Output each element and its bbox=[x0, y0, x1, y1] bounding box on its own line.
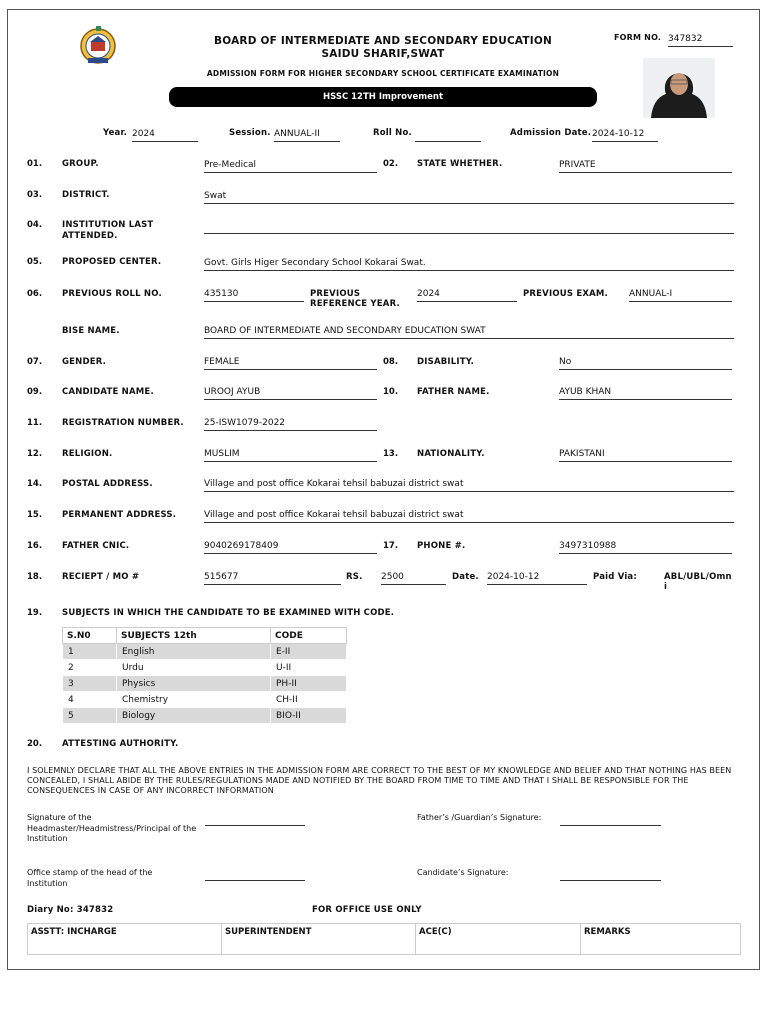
receipt-value: 515677 bbox=[204, 572, 341, 585]
candidate-signature-label: Candidate’s Signature: bbox=[417, 868, 509, 877]
postal-address-label: POSTAL ADDRESS. bbox=[62, 479, 153, 489]
code-cell: BIO-II bbox=[271, 708, 347, 724]
previous-exam-label: PREVIOUS EXAM. bbox=[523, 289, 608, 299]
phone-label: PHONE #. bbox=[417, 541, 466, 551]
form-no-label: FORM NO. bbox=[614, 33, 662, 42]
subject-cell: Physics bbox=[117, 676, 271, 692]
proposed-center-label: PROPOSED CENTER. bbox=[62, 257, 162, 267]
candidate-signature-line bbox=[560, 880, 661, 881]
candidate-name-value: UROOJ AYUB bbox=[204, 387, 377, 400]
field-number: 17. bbox=[383, 541, 399, 551]
district-value: Swat bbox=[204, 191, 734, 204]
group-value: Pre-Medical bbox=[204, 160, 377, 173]
field-number: 10. bbox=[383, 387, 399, 397]
permanent-address-value: Village and post office Kokarai tehsil babuzai district swat bbox=[204, 510, 734, 523]
religion-label: RELIGION. bbox=[62, 449, 113, 459]
rs-label: RS. bbox=[346, 572, 363, 582]
office-column-assistant: ASSTT: INCHARGE bbox=[28, 924, 222, 955]
paid-via-value: ABL/UBL/Omni bbox=[664, 572, 732, 592]
form-subtitle: ADMISSION FORM FOR HIGHER SECONDARY SCHOOL CERTIFICATE EXAMINATION bbox=[206, 69, 560, 78]
registration-number-label: REGISTRATION NUMBER. bbox=[62, 418, 184, 428]
year-label: Year. bbox=[103, 128, 128, 138]
serial-cell: 5 bbox=[63, 708, 117, 724]
field-number: 03. bbox=[27, 190, 43, 200]
board-emblem-icon bbox=[74, 24, 122, 66]
date-value: 2024-10-12 bbox=[487, 572, 587, 585]
column-header: S.N0 bbox=[63, 628, 117, 644]
state-whether-value: PRIVATE bbox=[559, 160, 732, 173]
board-name: BOARD OF INTERMEDIATE AND SECONDARY EDUCATION SAIDU SHARIF,SWAT bbox=[214, 35, 552, 60]
office-column-superintendent: SUPERINTENDENT bbox=[222, 924, 416, 955]
candidate-name-label: CANDIDATE NAME. bbox=[62, 387, 154, 397]
code-cell: U-II bbox=[271, 660, 347, 676]
field-number: 09. bbox=[27, 387, 43, 397]
code-cell: CH-II bbox=[271, 692, 347, 708]
proposed-center-value: Govt. Girls Higer Secondary School Kokarai Swat. bbox=[204, 258, 734, 271]
registration-number-value: 25-ISW1079-2022 bbox=[204, 418, 377, 431]
field-number: 20. bbox=[27, 739, 43, 749]
previous-reference-year-label: PREVIOUS REFERENCE YEAR. bbox=[310, 289, 400, 309]
headmaster-signature-line bbox=[205, 825, 305, 826]
father-cnic-label: FATHER CNIC. bbox=[62, 541, 130, 551]
session-label: Session. bbox=[229, 128, 271, 138]
father-cnic-value: 9040269178409 bbox=[204, 541, 377, 554]
receipt-label: RECIEPT / MO # bbox=[62, 572, 140, 582]
previous-reference-year-value: 2024 bbox=[417, 289, 517, 302]
roll-value bbox=[415, 129, 481, 142]
permanent-address-label: PERMANENT ADDRESS. bbox=[62, 510, 177, 520]
father-name-label: FATHER NAME. bbox=[417, 387, 490, 397]
gender-label: GENDER. bbox=[62, 357, 107, 367]
field-number: 11. bbox=[27, 418, 43, 428]
serial-cell: 1 bbox=[63, 644, 117, 660]
subjects-heading: SUBJECTS IN WHICH THE CANDIDATE TO BE EXAMINED WITH CODE. bbox=[62, 608, 395, 618]
previous-roll-label: PREVIOUS ROLL NO. bbox=[62, 289, 162, 299]
field-number: 02. bbox=[383, 159, 399, 169]
candidate-photo bbox=[643, 58, 715, 118]
field-number: 05. bbox=[27, 257, 43, 267]
year-value: 2024 bbox=[132, 129, 198, 142]
rs-value: 2500 bbox=[381, 572, 446, 585]
date-label: Date. bbox=[452, 572, 479, 582]
subject-cell: Chemistry bbox=[117, 692, 271, 708]
field-number: 07. bbox=[27, 357, 43, 367]
headmaster-signature-label: Signature of the Headmaster/Headmistress/Principal of the Institution bbox=[27, 813, 197, 843]
office-use-row bbox=[28, 924, 741, 955]
field-number: 12. bbox=[27, 449, 43, 459]
father-signature-line bbox=[560, 825, 661, 826]
code-cell: E-II bbox=[271, 644, 347, 660]
district-label: DISTRICT. bbox=[62, 190, 110, 200]
declaration-text: I SOLEMNLY DECLARE THAT ALL THE ABOVE ENTRIES IN THE ADMISSION FORM ARE CORRECT TO THE BEST OF MY KNOWLEDGE AND BELIEF AND THAT NOTHING HAS BEEN CONCEALED, I SHALL ABIDE BY THE RULES/REGULATIONS MADE AND NOTIFIED BY THE BOARD FROM TIME TO TIME AND THAT I SHALL BE RESPONSIBLE FOR THE CONSEQUENCES IN CASE OF ANY INCORRECT INFORMATION bbox=[27, 766, 732, 795]
postal-address-value: Village and post office Kokarai tehsil babuzai district swat bbox=[204, 479, 734, 492]
table-row bbox=[63, 676, 347, 692]
admission-date-label: Admission Date. bbox=[510, 128, 592, 138]
subject-cell: English bbox=[117, 644, 271, 660]
state-whether-label: STATE WHETHER. bbox=[417, 159, 503, 169]
father-name-value: AYUB KHAN bbox=[559, 387, 732, 400]
phone-value: 3497310988 bbox=[559, 541, 732, 554]
field-number: 08. bbox=[383, 357, 399, 367]
serial-cell: 3 bbox=[63, 676, 117, 692]
field-number: 01. bbox=[27, 159, 43, 169]
table-row bbox=[63, 644, 347, 660]
session-value: ANNUAL-II bbox=[274, 129, 340, 142]
field-number: 13. bbox=[383, 449, 399, 459]
group-label: GROUP. bbox=[62, 159, 99, 169]
field-number: 06. bbox=[27, 289, 43, 299]
serial-cell: 2 bbox=[63, 660, 117, 676]
nationality-value: PAKISTANI bbox=[559, 449, 732, 462]
table-row bbox=[63, 660, 347, 676]
bise-name-value: BOARD OF INTERMEDIATE AND SECONDARY EDUCATION SWAT bbox=[204, 326, 734, 339]
paid-via-label: Paid Via: bbox=[593, 572, 637, 582]
diary-number: Diary No: 347832 bbox=[27, 905, 114, 915]
field-number: 04. bbox=[27, 220, 43, 230]
father-signature-label: Father’s /Guardian’s Signature: bbox=[417, 813, 542, 822]
office-stamp-line bbox=[205, 880, 305, 881]
institution-label: INSTITUTION LAST ATTENDED. bbox=[62, 220, 154, 241]
subject-cell: Biology bbox=[117, 708, 271, 724]
field-number: 18. bbox=[27, 572, 43, 582]
table-row bbox=[63, 692, 347, 708]
field-number: 15. bbox=[27, 510, 43, 520]
previous-exam-value: ANNUAL-I bbox=[629, 289, 732, 302]
roll-label: Roll No. bbox=[373, 128, 412, 138]
bise-name-label: BISE NAME. bbox=[62, 326, 120, 336]
table-row bbox=[63, 708, 347, 724]
institution-value bbox=[204, 221, 734, 234]
field-number: 19. bbox=[27, 608, 43, 618]
attesting-heading: ATTESTING AUTHORITY. bbox=[62, 739, 179, 749]
serial-cell: 4 bbox=[63, 692, 117, 708]
column-header: SUBJECTS 12th bbox=[117, 628, 271, 644]
subjects-table bbox=[62, 627, 347, 724]
nationality-label: NATIONALITY. bbox=[417, 449, 485, 459]
office-column-remarks: REMARKS bbox=[581, 924, 741, 955]
office-use-heading: FOR OFFICE USE ONLY bbox=[312, 905, 422, 915]
subject-cell: Urdu bbox=[117, 660, 271, 676]
gender-value: FEMALE bbox=[204, 357, 377, 370]
disability-value: No bbox=[559, 357, 732, 370]
exam-banner: HSSC 12TH Improvement bbox=[169, 87, 597, 107]
admission-date-value: 2024-10-12 bbox=[592, 129, 658, 142]
subjects-header-row bbox=[63, 628, 347, 644]
field-number: 14. bbox=[27, 479, 43, 489]
disability-label: DISABILITY. bbox=[417, 357, 475, 367]
office-use-table bbox=[27, 923, 741, 955]
column-header: CODE bbox=[271, 628, 347, 644]
field-number: 16. bbox=[27, 541, 43, 551]
form-no-value: 347832 bbox=[668, 34, 733, 47]
code-cell: PH-II bbox=[271, 676, 347, 692]
previous-roll-value: 435130 bbox=[204, 289, 304, 302]
office-column-ace: ACE(C) bbox=[416, 924, 581, 955]
religion-value: MUSLIM bbox=[204, 449, 377, 462]
office-stamp-label: Office stamp of the head of the Institution bbox=[27, 868, 153, 888]
